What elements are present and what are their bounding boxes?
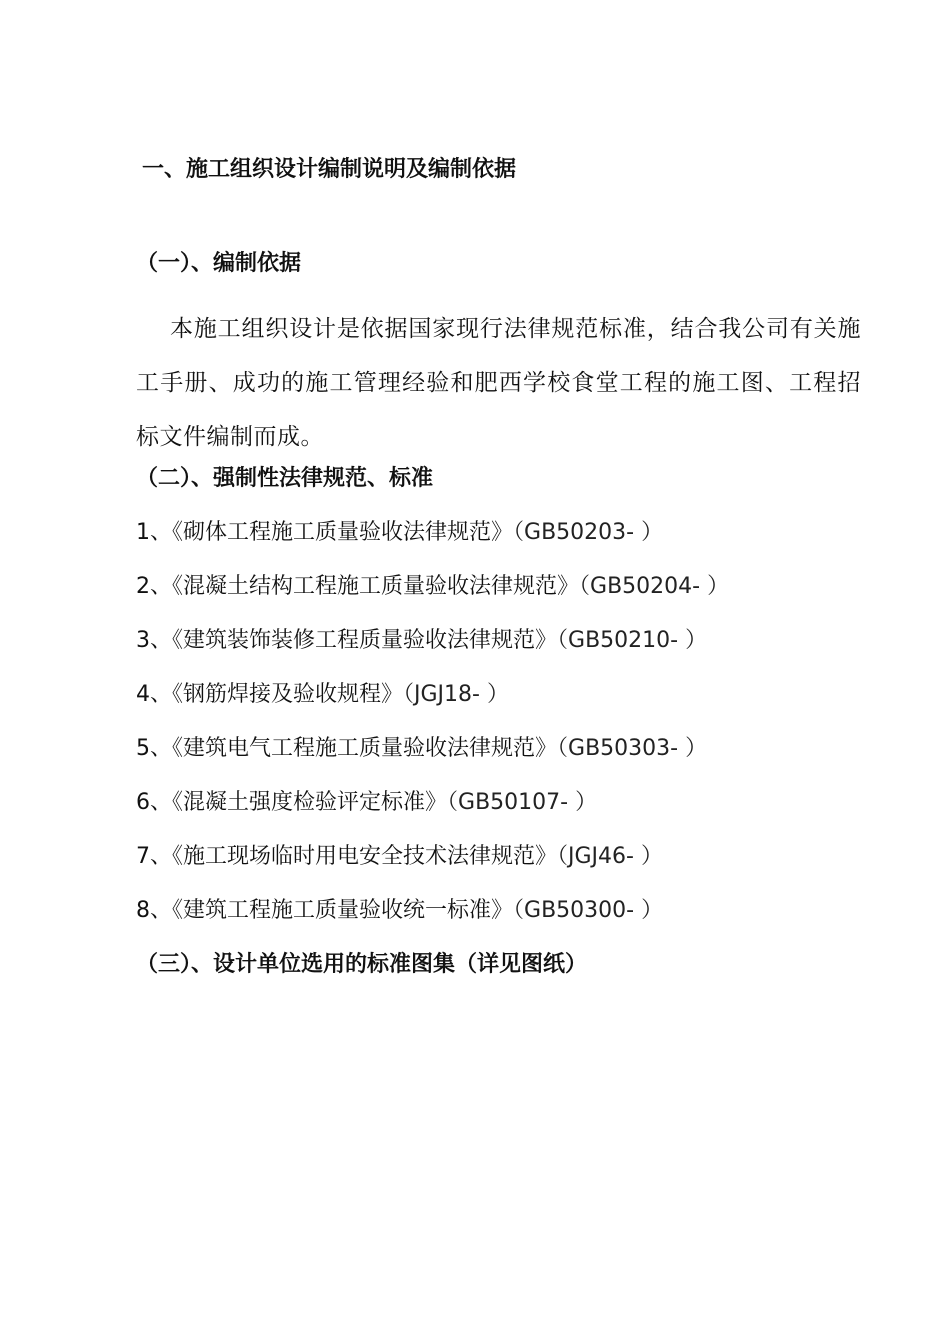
list-item-name: 《建筑电气工程施工质量验收法律规范》 — [172, 736, 558, 761]
list-item — [136, 842, 729, 896]
list-item-name: 《建筑装饰装修工程质量验收法律规范》 — [172, 628, 558, 653]
list-item-code: （JGJ18- ） — [403, 682, 509, 707]
list-item-name: 《混凝土结构工程施工质量验收法律规范》 — [172, 574, 580, 599]
list-item-number: 7、 — [136, 844, 172, 869]
list-item-number: 4、 — [136, 682, 172, 707]
section-heading-standards: （二）、强制性法律规范、标准 — [136, 466, 434, 491]
list-item — [136, 626, 729, 680]
list-item — [136, 572, 729, 626]
list-item — [136, 734, 729, 788]
list-item-code: （GB50303- ） — [557, 736, 708, 761]
list-item-code: （GB50210- ） — [557, 628, 708, 653]
standards-list — [136, 518, 729, 950]
list-item-code: （JGJ46- ） — [557, 844, 663, 869]
list-item-number: 5、 — [136, 736, 172, 761]
list-item — [136, 680, 729, 734]
list-item-code: （GB50203- ） — [513, 520, 664, 545]
list-item-code: （GB50300- ） — [513, 898, 664, 923]
document-title: 一、施工组织设计编制说明及编制依据 — [142, 157, 517, 182]
list-item — [136, 896, 729, 950]
list-item-number: 3、 — [136, 628, 172, 653]
list-item-number: 2、 — [136, 574, 172, 599]
list-item — [136, 518, 729, 572]
section-heading-atlas: （三）、设计单位选用的标准图集（详见图纸） — [136, 952, 588, 977]
list-item-number: 1、 — [136, 520, 172, 545]
list-item-code: （GB50107- ） — [447, 790, 598, 815]
list-item-name: 《混凝土强度检验评定标准》 — [172, 790, 448, 815]
list-item-name: 《建筑工程施工质量验收统一标准》 — [172, 898, 514, 923]
list-item-name: 《砌体工程施工质量验收法律规范》 — [172, 520, 514, 545]
list-item-code: （GB50204- ） — [579, 574, 730, 599]
list-item-name: 《施工现场临时用电安全技术法律规范》 — [172, 844, 558, 869]
list-item — [136, 788, 729, 842]
section-paragraph-basis: 本施工组织设计是依据国家现行法律规范标准，结合我公司有关施工手册、成功的施工管理经验和肥西学校食堂工程的施工图、工程招标文件编制而成。 — [136, 316, 861, 450]
section-heading-basis: （一）、编制依据 — [136, 251, 302, 276]
list-item-number: 6、 — [136, 790, 172, 815]
list-item-number: 8、 — [136, 898, 172, 923]
list-item-name: 《钢筋焊接及验收规程》 — [172, 682, 404, 707]
